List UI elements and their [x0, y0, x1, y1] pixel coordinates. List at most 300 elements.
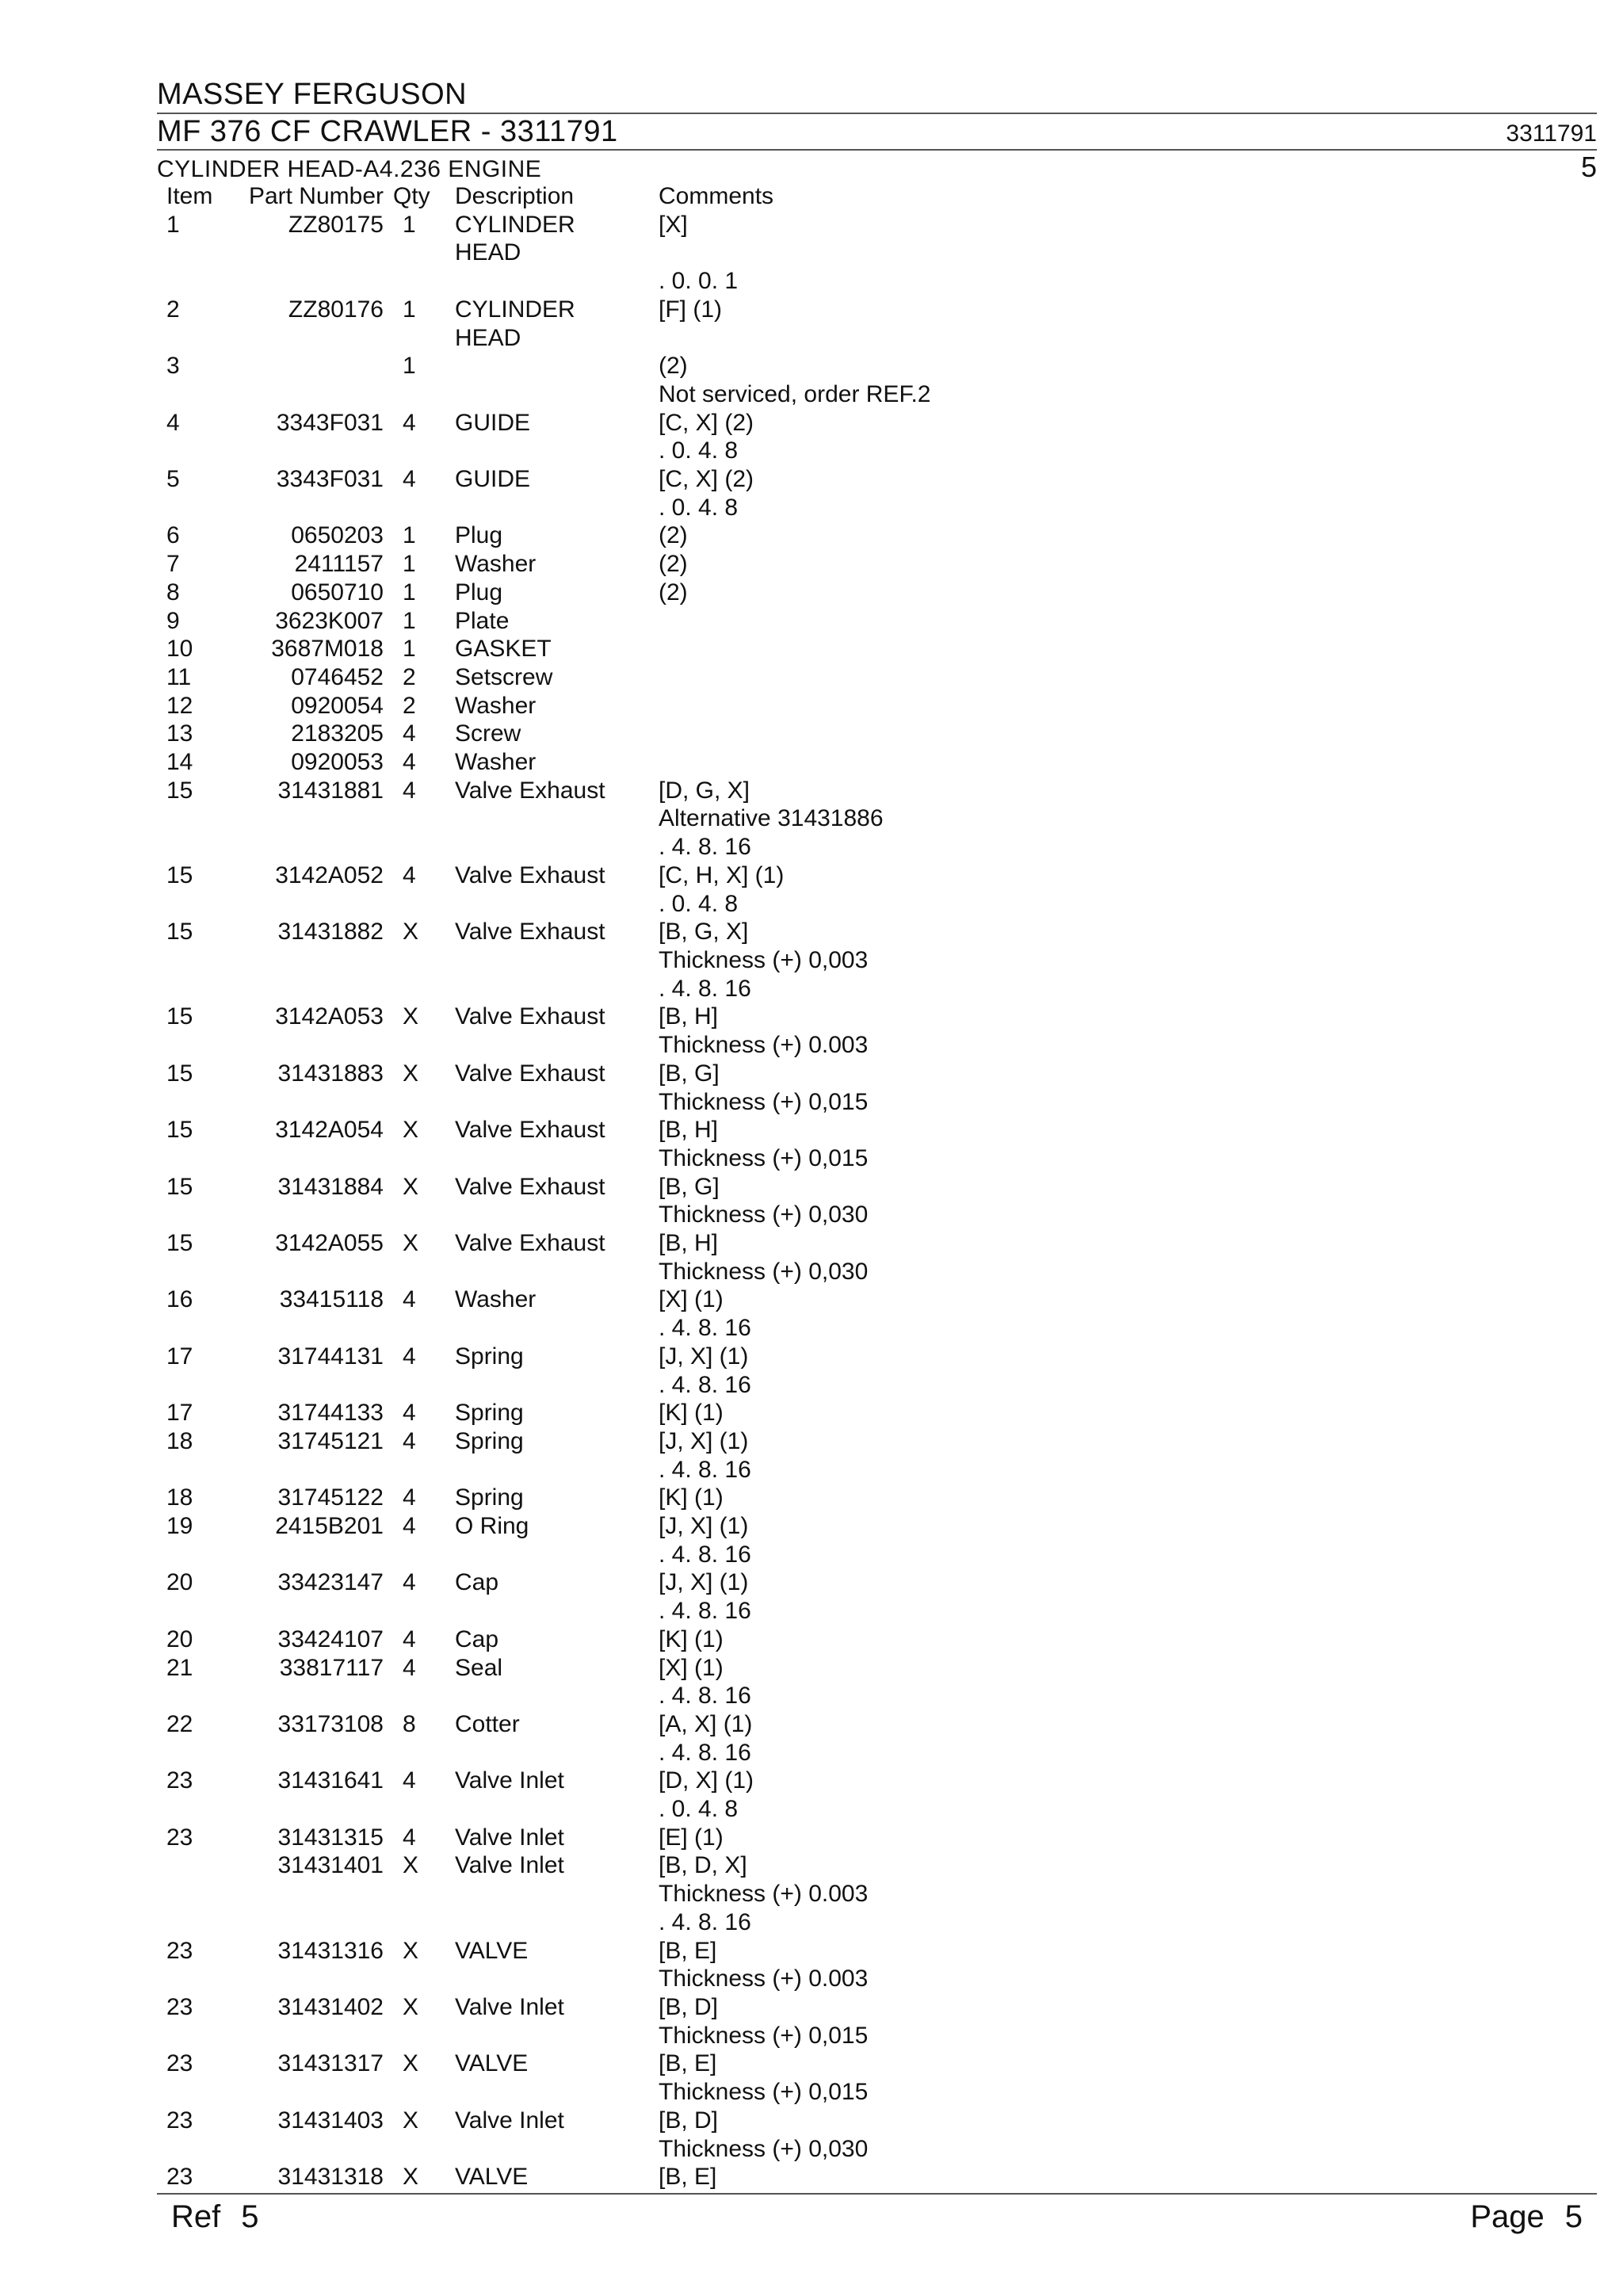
description-line: Valve Exhaust [455, 1117, 605, 1144]
description-line: GUIDE [455, 466, 531, 493]
description-cell [455, 720, 659, 748]
comments-cell [659, 1512, 1134, 1568]
qty-cell: 8 [403, 1710, 416, 1737]
description-cell [455, 1654, 659, 1710]
comment-line: Alternative 31431886 [659, 805, 884, 832]
item-cell: 6 [166, 522, 180, 549]
qty-cell: 2 [403, 663, 416, 690]
table-row [157, 1173, 1134, 1229]
table-row [157, 1229, 1134, 1286]
table-row [157, 1003, 1134, 1059]
part-number-cell: 0920054 [291, 692, 384, 719]
part-number-cell: 31431316 [277, 1937, 384, 1964]
description-line: VALVE [455, 2050, 529, 2077]
part-number-cell: 31431402 [277, 1994, 384, 2020]
table-row [157, 2107, 1134, 2163]
comments-cell [659, 1343, 1134, 1399]
comments-cell [659, 1626, 1134, 1654]
footer-page [1470, 2195, 1597, 2239]
description-line: Valve Exhaust [455, 919, 605, 946]
description-line: Washer [455, 749, 537, 776]
part-number-cell: 33424107 [277, 1626, 384, 1652]
qty-cell: X [403, 1060, 419, 1087]
part-number-cell: 3343F031 [276, 466, 384, 493]
table-row [157, 1767, 1134, 1823]
comments-cell [659, 1399, 1134, 1427]
part-number-cell: 2183205 [291, 720, 384, 747]
comment-line: [E] (1) [659, 1824, 724, 1851]
item-cell: 17 [166, 1343, 193, 1370]
table-row [157, 1993, 1134, 2050]
qty-cell: 1 [403, 296, 416, 323]
table-row [157, 550, 1134, 579]
description-line: Plate [455, 607, 510, 634]
item-cell: 10 [166, 636, 193, 663]
qty-cell: X [403, 919, 419, 946]
item-cell: 12 [166, 692, 193, 719]
table-row [157, 692, 1134, 720]
part-number-cell: 31431641 [277, 1767, 384, 1794]
comments-cell [659, 1937, 1134, 1993]
qty-cell: 4 [403, 1484, 416, 1511]
qty-cell: X [403, 2107, 419, 2134]
comment-line: [B, H] [659, 1003, 719, 1030]
comment-line: [B, E] [659, 2164, 717, 2191]
table-row [157, 1654, 1134, 1710]
part-number-cell: 2415B201 [275, 1513, 384, 1540]
column-header-item: Item [166, 183, 213, 209]
description-cell [455, 465, 659, 521]
description-cell [455, 663, 659, 692]
qty-cell: 4 [403, 749, 416, 776]
table-row [157, 2050, 1134, 2106]
description-line: Spring [455, 1484, 524, 1511]
qty-cell: 4 [403, 1513, 416, 1540]
section-title: CYLINDER HEAD-A4.236 ENGINE [157, 156, 542, 182]
comments-cell [659, 692, 1134, 720]
qty-cell: 1 [403, 522, 416, 549]
comments-cell [659, 1654, 1134, 1710]
comments-cell [659, 2050, 1134, 2106]
comments-cell [659, 211, 1134, 296]
comment-line: [J, X] (1) [659, 1427, 749, 1454]
part-number-cell: 31431315 [277, 1824, 384, 1851]
item-cell: 15 [166, 1060, 193, 1087]
description-line: HEAD [455, 239, 521, 266]
item-cell: 1 [166, 211, 180, 238]
table-row [157, 1484, 1134, 1512]
comments-cell [659, 2107, 1134, 2163]
comment-line: . 0. 4. 8 [659, 494, 739, 521]
part-number-cell: 31744131 [277, 1343, 384, 1370]
comments-cell [659, 748, 1134, 777]
item-cell: 23 [166, 1937, 193, 1964]
comment-line: [B, E] [659, 2050, 717, 2077]
description-line: Valve Exhaust [455, 1230, 605, 1257]
comment-line: [K] (1) [659, 1484, 724, 1511]
part-number-cell: 31431881 [277, 777, 384, 804]
comment-line: . 4. 8. 16 [659, 1908, 751, 1935]
description-line: Spring [455, 1427, 524, 1454]
item-cell: 14 [166, 749, 193, 776]
description-line: Valve Inlet [455, 1994, 564, 2020]
comment-line: [B, H] [659, 1230, 719, 1257]
comments-cell [659, 635, 1134, 663]
table-row [157, 579, 1134, 607]
part-number-cell: 0650710 [291, 579, 384, 606]
description-line: VALVE [455, 1937, 529, 1964]
description-cell [455, 2050, 659, 2106]
part-number-cell: 31431883 [277, 1060, 384, 1087]
qty-cell: X [403, 1937, 419, 1964]
part-number-cell: 3142A052 [275, 861, 384, 888]
part-number-cell: ZZ80175 [288, 211, 384, 238]
parts-table-body [157, 211, 1134, 2191]
qty-cell: 1 [403, 211, 416, 238]
comment-line: [K] (1) [659, 1400, 724, 1427]
qty-cell: 4 [403, 1569, 416, 1596]
item-cell: 20 [166, 1626, 193, 1652]
item-cell: 23 [166, 1767, 193, 1794]
part-number-cell: 31431884 [277, 1173, 384, 1200]
description-line: Valve Exhaust [455, 777, 605, 804]
comment-line [659, 692, 1134, 720]
part-number-cell: 31431403 [277, 2107, 384, 2134]
description-line: VALVE [455, 2164, 529, 2191]
description-cell [455, 1824, 659, 1852]
description-line: Seal [455, 1654, 503, 1681]
qty-cell: X [403, 1003, 419, 1030]
description-cell [455, 352, 659, 408]
qty-cell: 4 [403, 861, 416, 888]
item-cell: 17 [166, 1400, 193, 1427]
comments-cell [659, 1427, 1134, 1484]
part-number-cell: 33415118 [279, 1286, 384, 1313]
item-cell: 15 [166, 1117, 193, 1144]
table-row [157, 1427, 1134, 1484]
comments-cell [659, 1851, 1134, 1936]
item-cell: 3 [166, 353, 180, 380]
comment-line [659, 663, 1134, 692]
comment-line: . 0. 0. 1 [659, 268, 739, 295]
comment-line: . 4. 8. 16 [659, 1598, 751, 1625]
item-cell: 21 [166, 1654, 193, 1681]
item-cell: 5 [166, 466, 180, 493]
description-line: Valve Exhaust [455, 1060, 605, 1087]
comment-line: [B, D] [659, 1994, 719, 2020]
part-number-cell: 31431882 [277, 919, 384, 946]
table-row [157, 1851, 1134, 1936]
comment-line: . 0. 4. 8 [659, 437, 739, 464]
qty-cell: 1 [403, 607, 416, 634]
description-cell [455, 579, 659, 607]
part-number-cell: 3623K007 [275, 607, 384, 634]
comment-line: . 4. 8. 16 [659, 1456, 751, 1483]
table-header-row [157, 182, 1134, 211]
part-number-cell: 31431318 [277, 2164, 384, 2191]
qty-cell: X [403, 1117, 419, 1144]
comment-line: (2) [659, 522, 688, 549]
description-line [455, 352, 659, 380]
item-cell: 23 [166, 2164, 193, 2191]
description-cell [455, 1484, 659, 1512]
comment-line: Thickness (+) 0,003 [659, 946, 869, 973]
table-row [157, 409, 1134, 465]
item-cell: 16 [166, 1286, 193, 1313]
item-cell: 19 [166, 1513, 193, 1540]
item-cell: 15 [166, 1230, 193, 1257]
comment-line: Thickness (+) 0,015 [659, 2079, 869, 2106]
comment-line [659, 635, 1134, 663]
comment-line: (2) [659, 551, 688, 578]
item-cell: 20 [166, 1569, 193, 1596]
comments-cell [659, 579, 1134, 607]
description-cell [455, 777, 659, 861]
comment-line: Not serviced, order REF.2 [659, 380, 931, 407]
comments-cell [659, 1484, 1134, 1512]
comment-line: . 4. 8. 16 [659, 1541, 751, 1568]
comments-cell [659, 663, 1134, 692]
description-line: Plug [455, 522, 503, 549]
page-footer [157, 2193, 1597, 2239]
qty-cell: 4 [403, 777, 416, 804]
comment-line: Thickness (+) 0,030 [659, 2135, 869, 2162]
comments-cell [659, 1568, 1134, 1625]
comments-cell [659, 1824, 1134, 1852]
comments-cell [659, 1286, 1134, 1342]
description-line: Valve Exhaust [455, 1003, 605, 1030]
comments-cell [659, 918, 1134, 1003]
description-line: GUIDE [455, 409, 531, 436]
description-cell [455, 1116, 659, 1172]
description-cell [455, 748, 659, 777]
parts-table [157, 182, 1134, 2191]
model-number: 3311791 [1506, 120, 1597, 147]
description-cell [455, 550, 659, 579]
description-line: Washer [455, 692, 537, 719]
parts-page [157, 76, 1597, 2191]
item-cell: 15 [166, 1003, 193, 1030]
description-line: Setscrew [455, 663, 553, 690]
item-cell: 8 [166, 579, 180, 606]
description-line: CYLINDER [455, 296, 575, 323]
qty-cell: 4 [403, 466, 416, 493]
part-number-cell: 3687M018 [271, 636, 384, 663]
comment-line: [J, X] (1) [659, 1343, 749, 1370]
item-cell: 15 [166, 861, 193, 888]
part-number-cell: 31431401 [277, 1852, 384, 1879]
footer-ref [157, 2195, 259, 2239]
table-row [157, 1937, 1134, 1993]
item-cell: 23 [166, 2107, 193, 2134]
description-line: O Ring [455, 1513, 529, 1540]
part-number-cell [242, 352, 384, 408]
comments-cell [659, 607, 1134, 636]
description-cell [455, 521, 659, 550]
item-cell: 7 [166, 551, 180, 578]
description-line: Valve Exhaust [455, 861, 605, 888]
comments-cell [659, 720, 1134, 748]
comment-line: [C, X] (2) [659, 466, 754, 493]
description-line: Spring [455, 1400, 524, 1427]
description-line: Valve Inlet [455, 1824, 564, 1851]
item-cell: 23 [166, 1824, 193, 1851]
comment-line: [B, G, X] [659, 919, 749, 946]
description-line: HEAD [455, 324, 521, 351]
part-number-cell: 0650203 [291, 522, 384, 549]
footer-ref-value: 5 [241, 2199, 259, 2234]
part-number-cell: 31431317 [277, 2050, 384, 2077]
table-row [157, 607, 1134, 636]
description-line: Cap [455, 1569, 499, 1596]
section-row [157, 151, 1597, 184]
comment-line: [K] (1) [659, 1626, 724, 1652]
part-number-cell: 31745122 [277, 1484, 384, 1511]
comment-line: Thickness (+) 0,015 [659, 1144, 869, 1171]
comment-line: [B, G] [659, 1060, 720, 1087]
description-cell [455, 2107, 659, 2163]
brand-title: MASSEY FERGUSON [157, 78, 468, 111]
description-cell [455, 1003, 659, 1059]
table-row [157, 1824, 1134, 1852]
comment-line: . 4. 8. 16 [659, 1371, 751, 1398]
description-line: Spring [455, 1343, 524, 1370]
comments-cell [659, 409, 1134, 465]
description-line: Valve Inlet [455, 1767, 564, 1794]
table-row [157, 918, 1134, 1003]
item-cell [157, 1851, 242, 1936]
table-row [157, 777, 1134, 861]
comments-cell [659, 1060, 1134, 1116]
table-row [157, 2163, 1134, 2191]
table-row [157, 1710, 1134, 1767]
description-line: Washer [455, 551, 537, 578]
description-cell [455, 1399, 659, 1427]
comment-line: . 4. 8. 16 [659, 834, 751, 861]
comment-line: [B, H] [659, 1117, 719, 1144]
part-number-cell: 33173108 [277, 1710, 384, 1737]
description-line: Screw [455, 720, 521, 747]
table-row [157, 861, 1134, 918]
column-header-qty: Qty [393, 183, 430, 209]
comment-line: Thickness (+) 0.003 [659, 1032, 869, 1059]
item-cell: 2 [166, 296, 180, 323]
table-row [157, 663, 1134, 692]
comment-line: [J, X] (1) [659, 1569, 749, 1596]
model-row [157, 114, 1597, 149]
part-number-cell: 0920053 [291, 749, 384, 776]
description-cell [455, 1937, 659, 1993]
comment-line: [X] (1) [659, 1286, 724, 1313]
description-cell [455, 1767, 659, 1823]
part-number-cell: 31744133 [277, 1400, 384, 1427]
description-cell [455, 1173, 659, 1229]
description-cell [455, 861, 659, 918]
qty-cell: 4 [403, 1343, 416, 1370]
item-cell: 15 [166, 919, 193, 946]
comment-line: [B, G] [659, 1173, 720, 1200]
comment-line [659, 720, 1134, 748]
description-cell [455, 1427, 659, 1484]
description-cell [455, 211, 659, 296]
qty-cell: 4 [403, 1427, 416, 1454]
comments-cell [659, 352, 1134, 408]
qty-cell: 1 [403, 353, 416, 380]
description-cell [455, 1343, 659, 1399]
qty-cell: 1 [403, 636, 416, 663]
description-cell [455, 2163, 659, 2191]
description-cell [455, 918, 659, 1003]
qty-cell: X [403, 2050, 419, 2077]
comments-cell [659, 296, 1134, 352]
part-number-cell: 33817117 [279, 1654, 384, 1681]
description-line: Washer [455, 1286, 537, 1313]
part-number-cell: 2411157 [294, 551, 384, 578]
footer-page-label: Page [1470, 2199, 1545, 2234]
description-cell [455, 1710, 659, 1767]
comment-line: Thickness (+) 0,030 [659, 1201, 869, 1228]
part-number-cell: 3142A055 [275, 1230, 384, 1257]
comments-cell [659, 521, 1134, 550]
item-cell: 22 [166, 1710, 193, 1737]
qty-cell: 1 [403, 579, 416, 606]
comments-cell [659, 1710, 1134, 1767]
qty-cell: X [403, 1173, 419, 1200]
description-cell [455, 1993, 659, 2050]
item-cell: 15 [166, 777, 193, 804]
table-row [157, 1286, 1134, 1342]
comment-line: [D, G, X] [659, 777, 750, 804]
model-title: MF 376 CF CRAWLER - 3311791 [157, 115, 618, 148]
item-cell: 13 [166, 720, 193, 747]
comment-line: [D, X] (1) [659, 1767, 754, 1794]
description-cell [455, 1851, 659, 1936]
description-cell [455, 607, 659, 636]
qty-cell: 4 [403, 1767, 416, 1794]
comments-cell [659, 550, 1134, 579]
comment-line: [B, D, X] [659, 1852, 747, 1879]
table-row [157, 1343, 1134, 1399]
part-number-cell: 0746452 [291, 663, 384, 690]
part-number-cell: 3142A053 [275, 1003, 384, 1030]
comment-line: . 4. 8. 16 [659, 975, 751, 1002]
column-header-part-number: Part Number [248, 183, 384, 209]
description-line: Cotter [455, 1710, 520, 1737]
table-row [157, 1399, 1134, 1427]
comment-line: [C, X] (2) [659, 409, 754, 436]
comments-cell [659, 1003, 1134, 1059]
comments-cell [659, 1229, 1134, 1286]
description-line: Valve Exhaust [455, 1173, 605, 1200]
comment-line: [X] [659, 211, 688, 238]
table-row [157, 352, 1134, 408]
table-row [157, 720, 1134, 748]
qty-cell: 4 [403, 409, 416, 436]
comments-cell [659, 1173, 1134, 1229]
comment-line: [B, D] [659, 2107, 719, 2134]
comment-line: . 0. 4. 8 [659, 1796, 739, 1823]
description-cell [455, 1626, 659, 1654]
description-cell [455, 1512, 659, 1568]
item-cell: 4 [166, 409, 180, 436]
table-row [157, 521, 1134, 550]
table-row [157, 635, 1134, 663]
comment-line: [X] (1) [659, 1654, 724, 1681]
description-line: GASKET [455, 636, 552, 663]
qty-cell: 4 [403, 1654, 416, 1681]
item-cell: 11 [166, 663, 192, 690]
comment-line: . 4. 8. 16 [659, 1683, 751, 1710]
